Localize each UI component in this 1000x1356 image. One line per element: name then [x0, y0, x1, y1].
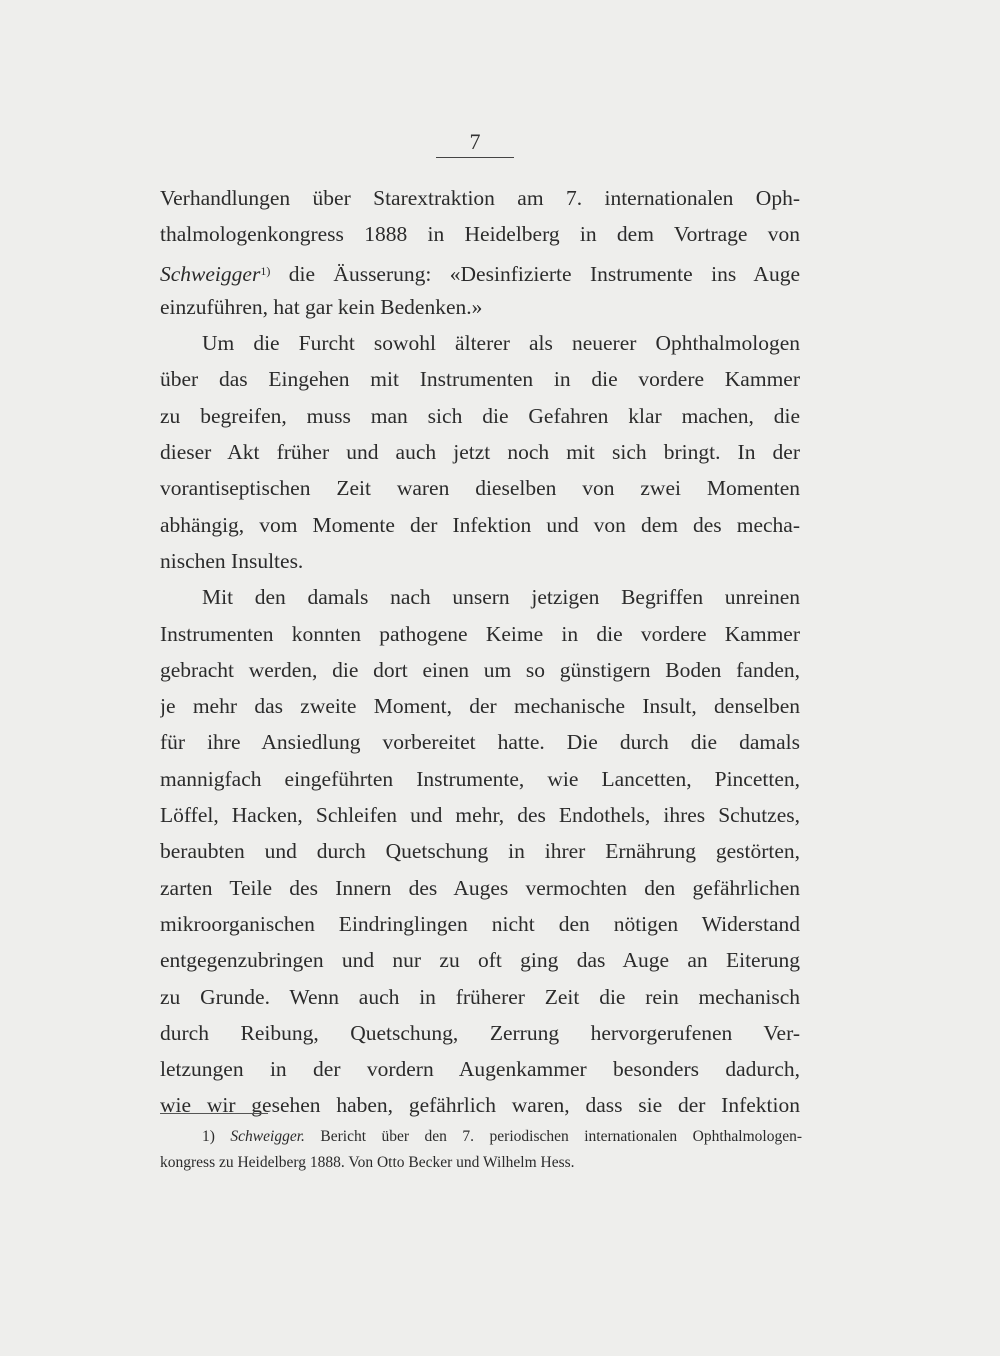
- text-line: mannigfach eingeführten Instrumente, wie Lancetten, Pincetten,: [160, 766, 800, 791]
- text-line: Löffel, Hacken, Schleifen und mehr, des Endothels, ihres Schutzes,: [160, 803, 800, 828]
- text-line: Um die Furcht sowohl älterer als neuerer Ophthalmologen: [202, 331, 800, 356]
- text-line: vorantiseptischen Zeit waren dieselben von zwei Momenten: [160, 476, 800, 501]
- footnote-author: Schweigger.: [230, 1128, 305, 1145]
- text-line: je mehr das zweite Moment, der mechanische Insult, denselben: [160, 694, 800, 719]
- text-line: thalmologenkongress 1888 in Heidelberg in dem Vortrage von: [160, 222, 800, 247]
- footnote: [160, 1124, 802, 1176]
- text-line: beraubten und durch Quetschung in ihrer Ernährung gestörten,: [160, 839, 800, 864]
- text-line: entgegenzubringen und nur zu oft ging das Auge an Eiterung: [160, 948, 800, 973]
- text-line: mikroorganischen Eindringlingen nicht den nötigen Widerstand: [160, 911, 800, 936]
- text-line: zarten Teile des Innern des Auges vermochten den gefährlichen: [160, 875, 800, 900]
- text-line: nischen Insultes.: [160, 548, 304, 573]
- text-line: einzuführen, hat gar kein Bedenken.»: [160, 294, 483, 319]
- text-line: Verhandlungen über Starextraktion am 7. internationalen Oph-: [160, 186, 800, 210]
- text-line: zu Grunde. Wenn auch in früherer Zeit die rein mechanisch: [160, 984, 800, 1009]
- cited-author: Schweigger: [160, 261, 261, 286]
- page-number-rule: [436, 157, 514, 158]
- text-line: [160, 253, 800, 289]
- footnote-text-1: Bericht über den 7. periodischen internationalen Ophthalmologen-: [320, 1128, 802, 1145]
- text-line: dieser Akt früher und auch jetzt noch mit sich bringt. In der: [160, 440, 800, 465]
- text-line: abhängig, vom Momente der Infektion und von dem des mecha-: [160, 512, 800, 537]
- text-line: Instrumenten konnten pathogene Keime in die vordere Kammer: [160, 621, 800, 646]
- footnote-marker: 1): [202, 1128, 215, 1145]
- text-line: letzungen in der vordern Augenkammer besonders dadurch,: [160, 1057, 800, 1082]
- text-line: Mit den damals nach unsern jetzigen Begriffen unreinen: [202, 585, 800, 610]
- text-line-content: die Äusserung: «Desinfizierte Instrumente ins Auge: [288, 261, 800, 286]
- footnote-line-2: kongress zu Heidelberg 1888. Von Otto Becker und Wilhelm Hess.: [160, 1154, 575, 1171]
- footnote-separator: [160, 1113, 268, 1114]
- body-text: [160, 180, 800, 1124]
- text-line: zu begreifen, muss man sich die Gefahren klar machen, die: [160, 403, 800, 428]
- text-line: für ihre Ansiedlung vorbereitet hatte. Die durch die damals: [160, 730, 800, 755]
- text-line: durch Reibung, Quetschung, Zerrung hervorgerufenen Ver-: [160, 1020, 800, 1045]
- footnote-line-1: [160, 1124, 802, 1150]
- footnote-reference: 1): [260, 263, 271, 278]
- text-line: wie wir gesehen haben, gefährlich waren, dass sie der Infektion: [160, 1093, 800, 1118]
- text-line: gebracht werden, die dort einen um so günstigern Boden fanden,: [160, 657, 800, 682]
- text-line: über das Eingehen mit Instrumenten in die vordere Kammer: [160, 367, 800, 392]
- page-number: 7: [469, 129, 481, 154]
